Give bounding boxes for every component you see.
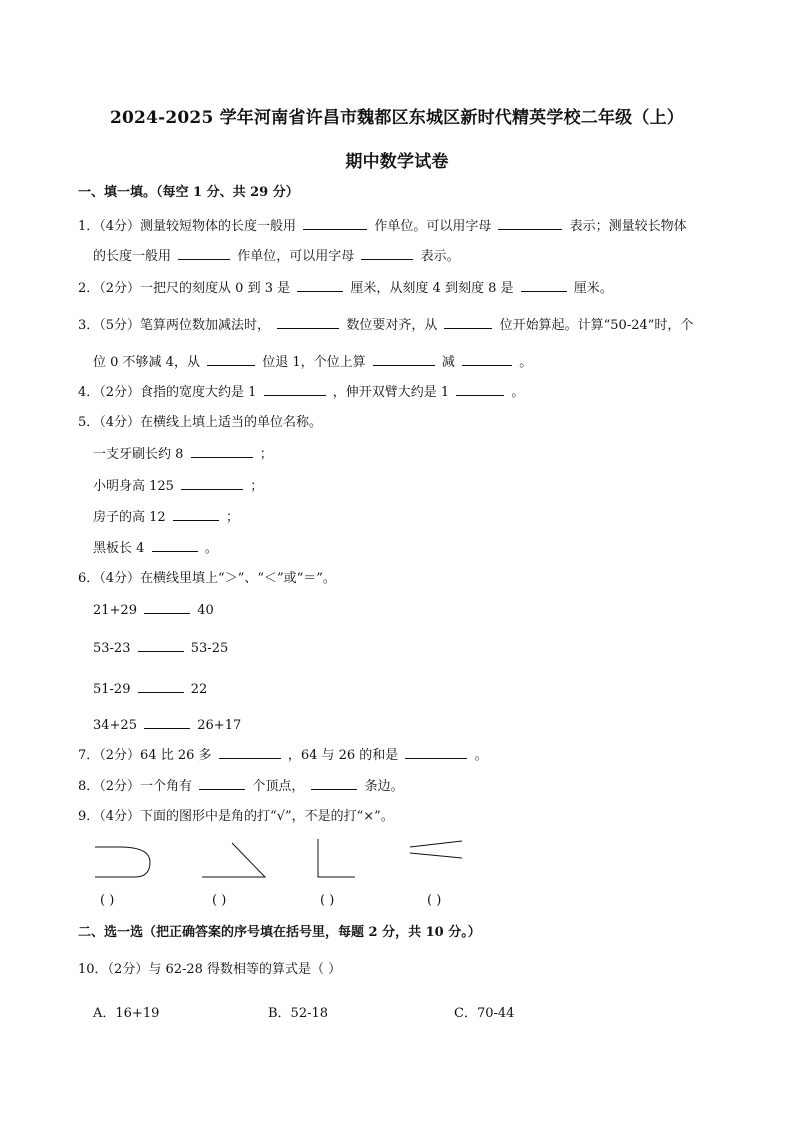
question-5-stem: 5．（4分）在横线上填上适当的单位名称。: [78, 415, 323, 430]
q5-item4-end: 。: [204, 541, 218, 556]
q4-text-a: 4．（2分）食指的宽度大约是 1: [78, 385, 257, 400]
answer-blank[interactable]: [191, 445, 253, 458]
q3-text-g: 。: [519, 355, 533, 370]
figure-open-lines: [410, 841, 462, 858]
q6-row3-right: 22: [190, 682, 208, 697]
answer-blank[interactable]: [207, 353, 255, 366]
answer-blank[interactable]: [462, 353, 512, 366]
q6-row4-right: 26+17: [197, 718, 242, 733]
q5-item1-text: 一支牙刷长约 8: [93, 447, 184, 462]
q8-text-b: 个顶点，: [252, 779, 305, 794]
q2-text-a: 2．（2分）一把尺的刻度从 0 到 3 是: [78, 281, 291, 296]
question-3-line1: [78, 316, 693, 335]
q1-text-f: 表示。: [420, 249, 460, 264]
q6-row2-right: 53-25: [190, 641, 229, 656]
answer-blank[interactable]: [199, 777, 245, 790]
q2-text-c: 厘米。: [573, 281, 613, 296]
q6-row2-left: 53-23: [93, 641, 131, 656]
answer-blank[interactable]: [264, 383, 326, 396]
answer-blank[interactable]: [405, 746, 467, 759]
answer-blank[interactable]: [498, 217, 562, 230]
exam-title-line2: 期中数学试卷: [345, 152, 449, 172]
q5-item2-text: 小明身高 125: [93, 479, 174, 494]
answer-blank[interactable]: [178, 247, 230, 260]
question-5-item1: [93, 445, 273, 464]
question-3-line2: [93, 353, 532, 372]
section2-heading: 二、选一选（把正确答案的序号填在括号里，每题 2 分，共 10 分。）: [78, 925, 481, 940]
question-10-stem: 10．（2分）与 62-28 得数相等的算式是（ ）: [78, 962, 342, 977]
answer-blank[interactable]: [277, 316, 339, 329]
exam-title-line1: 2024-2025 学年河南省许昌市魏都区东城区新时代精英学校二年级（上）: [109, 108, 684, 128]
q4-text-b: ，伸开双臂大约是 1: [332, 385, 450, 400]
answer-blank[interactable]: [144, 601, 190, 614]
q1-text-a: 1．（4分）测量较短物体的长度一般用: [78, 219, 297, 234]
q10-option-a[interactable]: A．16+19: [93, 1006, 160, 1021]
answer-blank[interactable]: [152, 539, 198, 552]
answer-blank[interactable]: [297, 279, 343, 292]
question-1-line1: [78, 217, 687, 236]
q7-text-a: 7．（2分）64 比 26 多: [78, 748, 212, 763]
answer-blank[interactable]: [521, 279, 567, 292]
section1-heading: 一、填一填。（每空 1 分、共 29 分）: [78, 185, 299, 200]
q3-text-b: 数位要对齐，从: [346, 318, 438, 333]
question-6-row2: [93, 639, 228, 658]
q4-text-c: 。: [511, 385, 525, 400]
question-7: [78, 746, 488, 765]
question-6-row4: [93, 716, 241, 735]
q1-text-d: 的长度一般用: [93, 249, 172, 264]
q5-item3-end: ；: [225, 510, 239, 525]
answer-blank[interactable]: [444, 316, 492, 329]
question-2: [78, 279, 613, 298]
question-6-row1: [93, 601, 214, 620]
answer-blank[interactable]: [181, 477, 243, 490]
q3-text-c: 位开始算起。计算“50-24”时，个: [499, 318, 694, 333]
q6-row4-left: 34+25: [93, 718, 137, 733]
q3-text-d: 位 0 不够减 4，从: [93, 355, 200, 370]
angle-figures: [80, 835, 480, 885]
q5-item4-text: 黑板长 4: [93, 541, 145, 556]
answer-paren-2[interactable]: ( ): [212, 893, 227, 908]
answer-blank[interactable]: [373, 353, 435, 366]
q2-text-b: 厘米，从刻度 4 到刻度 8 是: [350, 281, 514, 296]
q5-item2-end: ；: [250, 479, 264, 494]
figure-angle-acute: [202, 843, 265, 877]
q1-text-b: 作单位。可以用字母: [374, 219, 492, 234]
figure-arc: [95, 847, 150, 877]
answer-blank[interactable]: [219, 746, 281, 759]
question-9-stem: 9．（4分）下面的图形中是角的打“√”，不是的打“×”。: [78, 809, 394, 824]
answer-blank[interactable]: [303, 217, 367, 230]
q3-text-a: 3．（5分）笔算两位数加减法时，: [78, 318, 271, 333]
q3-text-e: 位退 1，个位上算: [262, 355, 366, 370]
question-5-item3: [93, 508, 239, 527]
question-5-item4: [93, 539, 218, 558]
q8-text-a: 8．（2分）一个角有: [78, 779, 193, 794]
q1-text-c: 表示；测量较长物体: [569, 219, 687, 234]
q1-text-e: 作单位，可以用字母: [237, 249, 355, 264]
q6-row3-left: 51-29: [93, 682, 131, 697]
answer-blank[interactable]: [173, 508, 219, 521]
q6-row1-right: 40: [197, 603, 214, 618]
answer-paren-3[interactable]: ( ): [320, 893, 335, 908]
answer-blank[interactable]: [361, 247, 413, 260]
question-4: [78, 383, 524, 402]
q8-text-c: 条边。: [364, 779, 404, 794]
q5-item3-text: 房子的高 12: [93, 510, 166, 525]
answer-blank[interactable]: [311, 777, 357, 790]
figure-angle-right: [318, 839, 355, 877]
answer-paren-1[interactable]: ( ): [100, 893, 115, 908]
answer-blank[interactable]: [138, 680, 184, 693]
answer-blank[interactable]: [456, 383, 504, 396]
question-6-row3: [93, 680, 207, 699]
question-6-stem: 6．（4分）在横线里填上“＞”、“＜”或“＝”。: [78, 571, 336, 586]
answer-paren-4[interactable]: ( ): [427, 893, 442, 908]
q7-text-b: ，64 与 26 的和是: [287, 748, 399, 763]
question-8: [78, 777, 404, 796]
q6-row1-left: 21+29: [93, 603, 137, 618]
answer-blank[interactable]: [138, 639, 184, 652]
q3-text-f: 减: [441, 355, 455, 370]
question-5-item2: [93, 477, 263, 496]
question-1-line2: [93, 247, 460, 266]
q7-text-c: 。: [474, 748, 488, 763]
q10-option-b[interactable]: B．52-18: [268, 1006, 329, 1021]
q5-item1-end: ；: [259, 447, 273, 462]
answer-blank[interactable]: [144, 716, 190, 729]
q10-option-c[interactable]: C．70-44: [454, 1006, 515, 1021]
